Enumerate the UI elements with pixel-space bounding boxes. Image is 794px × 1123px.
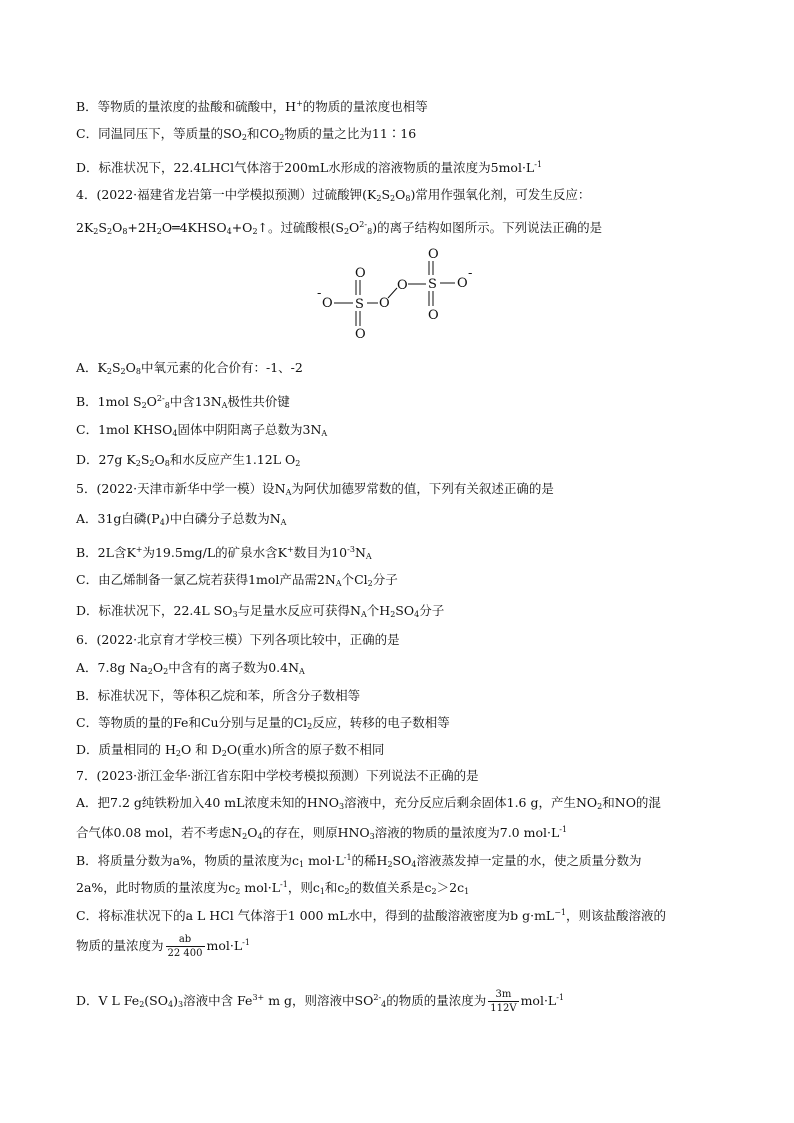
question-7-stem: 7．(2023·浙江金华·浙江省东阳中学校考模拟预测）下列说法不正确的是 (76, 768, 479, 783)
line-3b: B．等物质的量浓度的盐酸和硫酸中，H+的物质的量浓度也相等 (76, 99, 428, 114)
option-4c: C．1mol $KHSO_4$固体中阴阳离子总数为$3N_A$ (76, 422, 328, 438)
option-6b: B．标准状况下，等体积乙烷和苯，所含分子数相等 (76, 688, 361, 703)
option-7d: D．V L $Fe_2(SO_4)_3$溶液中含 $Fe^{3+}$ m g，则溶液中$SO^{2-}_4$的物质的量浓度为 $\frac{3m}{112V}$ $mol\cdot L^{-1}$ (76, 989, 565, 1014)
minus-left: - (317, 286, 322, 301)
fraction-ab: $\frac{ab}{22 400}$ (167, 934, 203, 959)
option-6d: D．质量相同的 $H_2O$ 和 $D_2O$(重水)所含的原子数不相同 (76, 742, 385, 758)
o-bridge-left: O (379, 296, 390, 311)
question-4-equation: $2K_2S_2O_8+2H_2O═4KHSO_4+O_2↑$。过硫酸根$(S_2O^{2-}_8)$的离子结构如图所示。下列说法正确的是 (76, 220, 603, 236)
question-6-stem: 6．(2022·北京育才学校三模）下列各项比较中，正确的是 (76, 632, 400, 647)
option-6a: A．7.8g $Na_2O_2$中含有的离子数为$0.4N_A$ (76, 660, 305, 676)
option-7c-line2: 物质的量浓度为 $\frac{ab}{22 400}$ $mol\cdot L^{-1}$ (76, 934, 250, 959)
o-right: O (457, 276, 468, 291)
option-5c: C．由乙烯制备一氯乙烷若获得1mol产品需$2N_A$个$Cl_2$分子 (76, 572, 398, 588)
question-5-stem: 5．(2022·天津市新华中学一模）设$N_A$为阿伏加德罗常数的值，下列有关叙述正确的是 (76, 481, 554, 497)
line-3d: D．标准状况下，22.4LHCl气体溶于200mL水形成的溶液物质的量浓度为$5mol\cdot L^{-1}$ (76, 160, 543, 175)
s-left: S (355, 297, 364, 312)
option-4b: B．1mol $S_2O^{2-}_8$中含$13N_A$极性共价键 (76, 394, 290, 410)
o-left-top: O (355, 266, 366, 281)
option-4a: A．$K_2S_2O_8$中氧元素的化合价有：-1、-2 (76, 360, 303, 376)
o-bridge-right: O (397, 278, 408, 293)
option-7a-line2: 合气体0.08 mol，若不考虑$N_2O_4$的存在，则原$HNO_3$溶液的物质的量浓度为7.0 $mol\cdot L^{-1}$ (76, 825, 568, 841)
s-right: S (428, 277, 437, 292)
o-left-bottom: O (355, 327, 366, 342)
option-7b-line1: B．将质量分数为a%，物质的量浓度为$c_1$ $mol\cdot L^{-1}$的稀$H_2SO_4$溶液蒸发掉一定量的水，使之质量分数为 (76, 853, 642, 869)
option-5a: A．31g白磷$(P_4)$中白磷分子总数为$N_A$ (76, 511, 287, 527)
option-6c: C．等物质的量的Fe和Cu分别与足量的$Cl_2$反应，转移的电子数相等 (76, 715, 450, 731)
minus-right: - (468, 266, 473, 281)
fraction-3m: $\frac{3m}{112V}$ (490, 989, 517, 1014)
option-5b: B．2L含K+为19.5mg/L的矿泉水含K+数目为$10^{-3}N_A$ (76, 545, 372, 561)
o-right-top: O (428, 247, 439, 262)
option-7c-line1: C．将标准状况下的a L HCl 气体溶于1 000 mL水中，得到的盐酸溶液密度为b $g\cdot mL^{-1}$，则该盐酸溶液的 (76, 908, 667, 923)
option-7a-line1: A．把7.2 g纯铁粉加入40 mL浓度未知的$HNO_3$溶液中，充分反应后剩余固体1.6 g，产生$NO_2$和NO的混 (76, 795, 661, 811)
o-left: O (322, 296, 333, 311)
option-7b-line2: 2a%，此时物质的量浓度为$c_2$ $mol\cdot L^{-1}$，则$c_1$和$c_2$的数值关系是$c_2>2c_1$ (76, 880, 470, 896)
line-3c: C．同温同压下，等质量的$SO_2$和$CO_2$物质的量之比为11∶16 (76, 126, 417, 142)
option-4d: D．27g $K_2S_2O_8$和水反应产生1.12L $O_2$ (76, 452, 301, 468)
o-right-bottom: O (428, 308, 439, 323)
option-5d: D．标准状况下，22.4L $SO_3$与足量水反应可获得$N_A$个$H_2SO_4$分子 (76, 603, 445, 619)
peroxydisulfate-structure (300, 245, 500, 345)
question-4-stem: 4．(2022·福建省龙岩第一中学模拟预测）过硫酸钾$(K_2S_2O_8)$常用作强氧化剂，可发生反应： (76, 187, 591, 203)
